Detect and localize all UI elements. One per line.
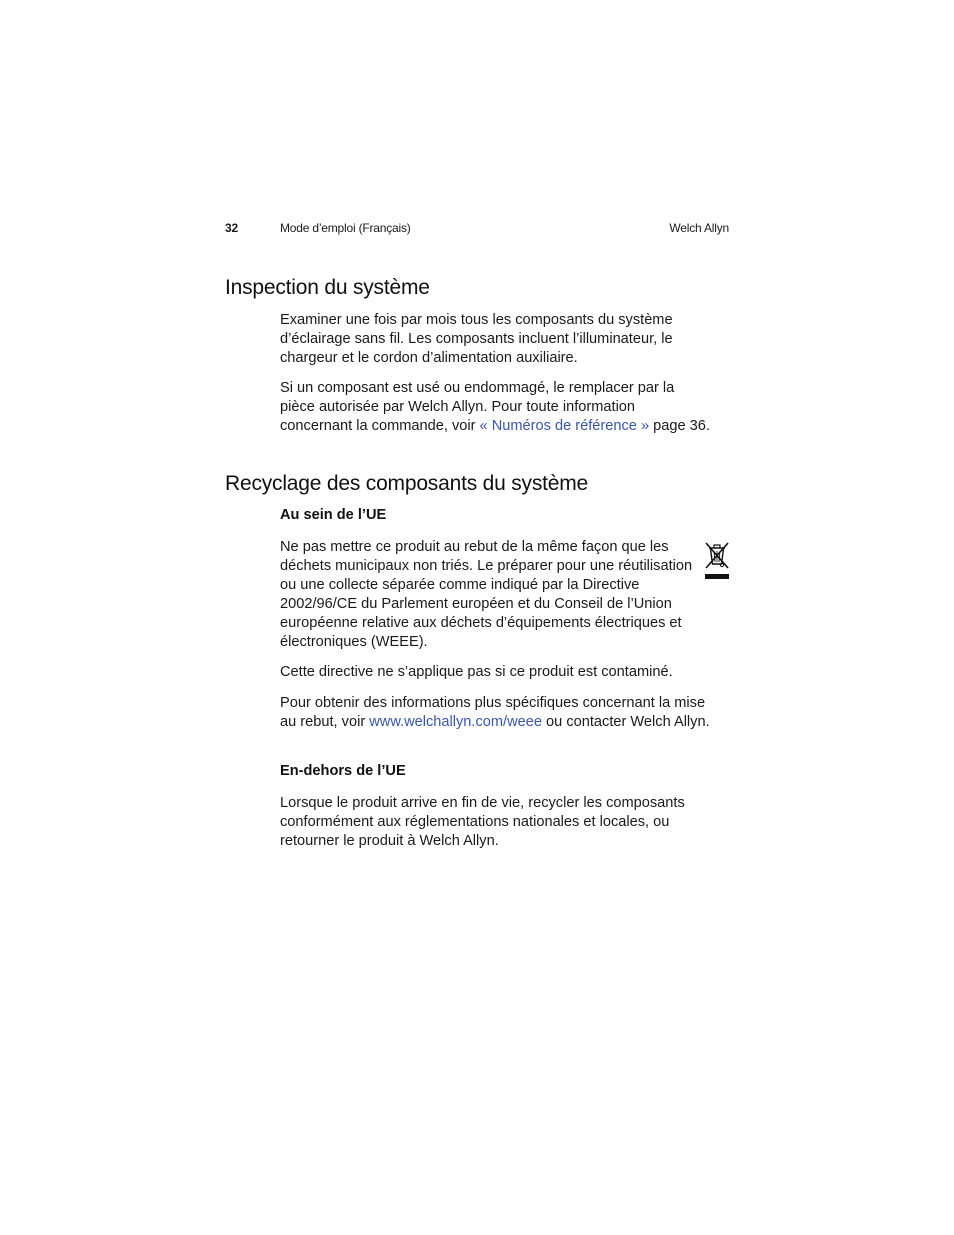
inspection-paragraph-1: Examiner une fois par mois tous les composants du système d’éclairage sans fil. Les composants incluent l’illuminateur, le chargeur et le cordon d’alimentation auxiliaire. [280,312,673,366]
recycling-heading: Recyclage des composants du système [225,472,589,495]
eu-paragraph-1: Ne pas mettre ce produit au rebut de la même façon que les déchets municipaux non triés. Le préparer pour une réutilisation ou une collecte séparée comme indiqué par la Directive 2002/96/CE du Parlement européen et du Conseil de l’Union européenne relative aux déchets d’équipements électriques et électroniques (WEEE). [280,539,693,650]
reference-numbers-link[interactable]: « Numéros de référence » [479,418,650,434]
weee-website-link[interactable]: www.welchallyn.com/weee [369,714,542,730]
inspection-heading: Inspection du système [225,276,430,299]
eu-paragraph-2: Cette directive ne s’applique pas si ce produit est contaminé. [280,664,673,680]
weee-crossed-bin-icon [704,540,730,582]
non-eu-subheading: En-dehors de l’UE [280,763,406,779]
page-number: 32 [225,221,238,235]
non-eu-paragraph-1: Lorsque le produit arrive en fin de vie, recycler les composants conformément aux réglementations nationales et locales, ou retourner le produit à Welch Allyn. [280,795,685,849]
running-title: Mode d’emploi (Français) [280,221,411,235]
page-header [225,221,729,239]
inspection-paragraph-2 [280,379,710,436]
eu-paragraph-3 [280,694,710,732]
inspection-paragraph-2-page: page 36. [649,418,710,434]
eu-paragraph-3-text: Pour obtenir des informations plus spécifiques concernant la mise au rebut, voir [280,695,706,730]
brand-name: Welch Allyn [669,221,729,235]
eu-subheading: Au sein de l’UE [280,507,387,523]
inspection-paragraph-2-text: Si un composant est usé ou endommagé, le remplacer par la pièce autorisée par Welch Allyn. Pour toute information concernant la commande, voir [280,380,675,434]
eu-paragraph-3-contact: ou contacter Welch Allyn. [542,714,710,730]
